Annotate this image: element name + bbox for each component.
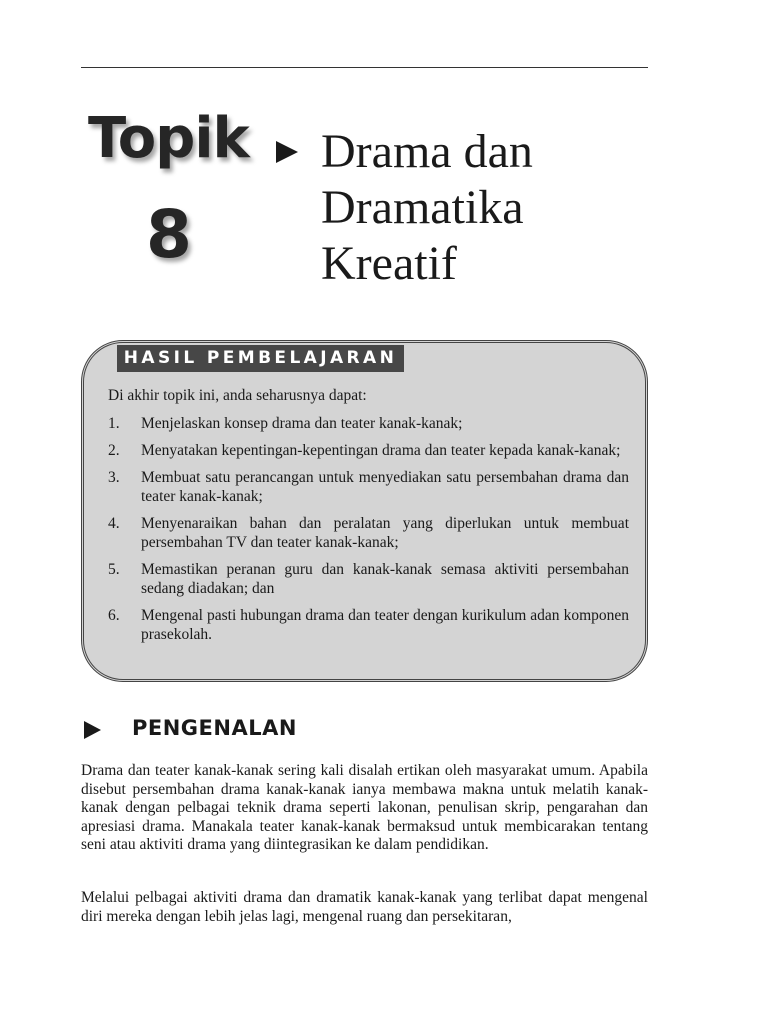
title-arrow-icon [276,141,298,163]
list-item-number: 2. [108,442,120,459]
list-item [108,414,629,433]
chapter-title-line: Dramatika [321,181,524,234]
section-arrow-icon [84,721,101,739]
list-item-text: Menyenaraikan bahan dan peralatan yang diperlukan untuk membuat persembahan TV dan teater kanak-kanak; [141,515,629,551]
list-item-number: 5. [108,561,120,578]
topic-label: Topik [88,106,249,171]
chapter-title-line: Drama dan [321,125,533,178]
list-item-text: Memastikan peranan guru dan kanak-kanak semasa aktiviti persembahan sedang diadakan; dan [141,561,629,597]
list-item-number: 1. [108,415,120,432]
list-item-number: 4. [108,515,120,532]
top-rule [81,67,648,68]
list-item-text: Mengenal pasti hubungan drama dan teater dengan kurikulum adan komponen prasekolah. [141,607,629,643]
list-item-number: 6. [108,607,120,624]
chapter-title-line: Kreatif [321,237,457,290]
chapter-title [321,124,533,292]
list-item [108,441,629,460]
learning-outcomes-intro: Di akhir topik ini, anda seharusnya dapat: [108,387,367,404]
body-paragraph: Drama dan teater kanak-kanak sering kali disalah ertikan oleh masyarakat umum. Apabila disebut persembahan drama kanak-kanak ianya membawa makna untuk melatih kanak-kanak dengan pelbagai teknik drama seperti lakonan, penulisan skrip, pengarahan dan apresiasi drama. Manakala teater kanak-kanak bermaksud untuk membicarakan tentang seni atau aktiviti drama yang diintegrasikan ke dalam pendidikan. [81,762,648,853]
list-item [108,560,629,598]
list-item [108,606,629,644]
list-item [108,468,629,506]
learning-outcomes-heading: HASIL PEMBELAJARAN [117,345,404,372]
section-heading: PENGENALAN [132,716,297,740]
learning-outcomes-list [108,414,629,652]
topic-number: 8 [146,196,192,273]
list-item-number: 3. [108,469,120,486]
list-item-text: Menjelaskan konsep drama dan teater kanak-kanak; [141,415,463,432]
list-item [108,514,629,552]
body-paragraph: Melalui pelbagai aktiviti drama dan dramatik kanak-kanak yang terlibat dapat mengenal diri mereka dengan lebih jelas lagi, mengenal ruang dan persekitaran, [81,889,648,925]
list-item-text: Menyatakan kepentingan-kepentingan drama dan teater kepada kanak-kanak; [141,442,621,459]
list-item-text: Membuat satu perancangan untuk menyediakan satu persembahan drama dan teater kanak-kanak; [141,469,629,505]
